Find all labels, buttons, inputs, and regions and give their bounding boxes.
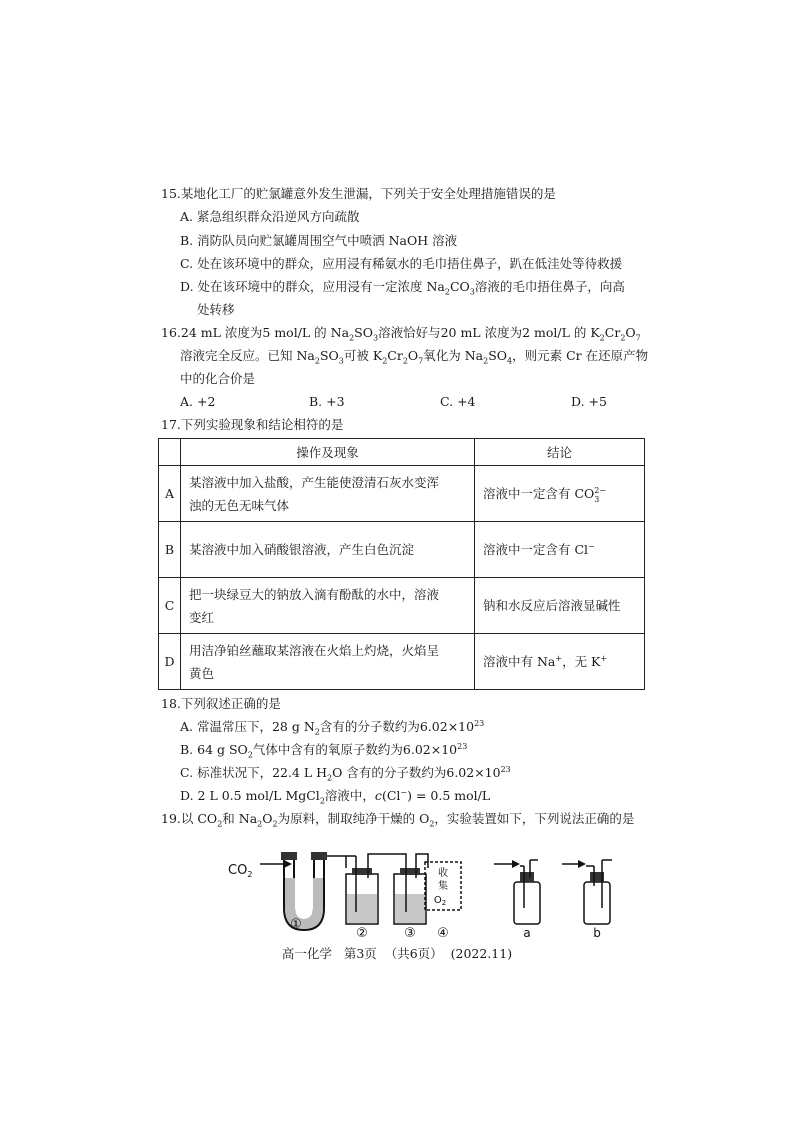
q18-option-c: C. 标准状况下，22.4 L $H_2O$ 含有的分子数约为$6.02\times 10^{23}$ [180, 764, 511, 783]
experiment-table [158, 438, 645, 690]
table-row [159, 634, 645, 690]
label-4: ④ [437, 926, 449, 938]
q16-stem-line1: 16.24 mL 浓度为5 mol/L 的 $Na_2SO_3$溶液恰好与20 mL 浓度为2 mol/L 的 $K_2Cr_2O_7$ [161, 325, 641, 343]
bottle-b-label: b [593, 926, 601, 938]
apparatus-figure [224, 838, 624, 938]
row-operation: 用洁净铂丝蘸取某溶液在火焰上灼烧，火焰呈 黄色 [181, 634, 475, 690]
q18-option-d: D. 2 L 0.5 mol/L MgCl$_2$溶液中，c(Cl−) = 0.5 mol/L [180, 787, 491, 806]
table-header-blank [159, 439, 181, 466]
q15-option-b: B. 消防队员向贮氯罐周围空气中喷洒 NaOH 溶液 [180, 233, 458, 248]
table-row [159, 578, 645, 634]
row-conclusion: 溶液中一定含有 CO 2− 3 [475, 466, 645, 522]
row-label: B [159, 522, 181, 578]
row-conclusion: 溶液中有 Na+，无 K+ [475, 634, 645, 690]
page-footer: 高一化学 第3页 （共6页） (2022.11) [281, 946, 513, 961]
row-conclusion: 溶液中一定含有 Cl− [475, 522, 645, 578]
q15-stem: 15.某地化工厂的贮氯罐意外发生泄漏，下列关于安全处理措施错误的是 [161, 186, 556, 201]
row-label: A [159, 466, 181, 522]
row-conclusion: 钠和水反应后溶液显碱性 [475, 578, 645, 634]
q16-option-c: C. +4 [440, 394, 476, 409]
table-header-row [159, 439, 645, 466]
q18-stem: 18.下列叙述正确的是 [161, 696, 281, 711]
row-label: D [159, 634, 181, 690]
wash-bottle-3 [394, 854, 428, 924]
label-3: ③ [404, 926, 416, 938]
q16-stem-line3: 中的化合价是 [180, 371, 256, 386]
row-operation: 某溶液中加入硝酸银溶液，产生白色沉淀 [181, 522, 475, 578]
bottle-a [494, 860, 540, 938]
bottle-a-label: a [523, 926, 531, 938]
q16-stem-line2: 溶液完全反应。已知 $Na_2SO_3$可被 $K_2Cr_2O_7$氧化为 $Na_2SO_4$，则元素 Cr 在还原产物 [180, 348, 649, 366]
bottle-b [562, 860, 612, 938]
q18-option-b: B. 64 g $SO_2$气体中含有的氧原子数约为$6.02\times 10^{23}$ [180, 741, 468, 760]
q19-stem: 19.以 $CO_2$和 $Na_2O_2$为原料，制取纯净干燥的 $O_2$，实验装置如下，下列说法正确的是 [161, 811, 635, 829]
label-1: ① [290, 917, 302, 932]
table-row [159, 522, 645, 578]
svg-text:收: 收 [438, 868, 448, 879]
row-operation: 某溶液中加入盐酸，产生能使澄清石灰水变浑 浊的无色无味气体 [181, 466, 475, 522]
collection-box [425, 862, 461, 910]
q15-option-d-cont: 处转移 [197, 302, 235, 317]
q17-stem: 17.下列实验现象和结论相符的是 [161, 417, 344, 432]
q15-option-a: A. 紧急组织群众沿逆风方向疏散 [180, 209, 360, 224]
q16-option-b: B. +3 [309, 394, 345, 409]
table-row [159, 466, 645, 522]
q16-option-d: D. +5 [571, 394, 607, 409]
q15-option-d: D. 处在该环境中的群众，应用浸有一定浓度 $Na_2CO_3$溶液的毛巾捂住鼻子，向高 [180, 279, 625, 297]
q15-option-c: C. 处在该环境中的群众，应用浸有稀氨水的毛巾捂住鼻子，趴在低洼处等待救援 [180, 256, 623, 271]
co2-label: $CO_2$ [228, 863, 253, 879]
inlet-arrow-head [284, 860, 292, 868]
svg-text:集: 集 [438, 881, 448, 892]
row-label: C [159, 578, 181, 634]
q18-option-a: A. 常温常压下，28 g $N_2$含有的分子数约为$6.02\times 10^{23}$ [180, 718, 485, 737]
table-header-conclusion: 结论 [475, 439, 645, 466]
row-operation: 把一块绿豆大的钠放入滴有酚酞的水中，溶液 变红 [181, 578, 475, 634]
table-header-operation: 操作及现象 [181, 439, 475, 466]
svg-text:O2: $O_2$ [433, 895, 447, 907]
q16-option-a: A. +2 [180, 394, 216, 409]
label-2: ② [356, 926, 368, 938]
